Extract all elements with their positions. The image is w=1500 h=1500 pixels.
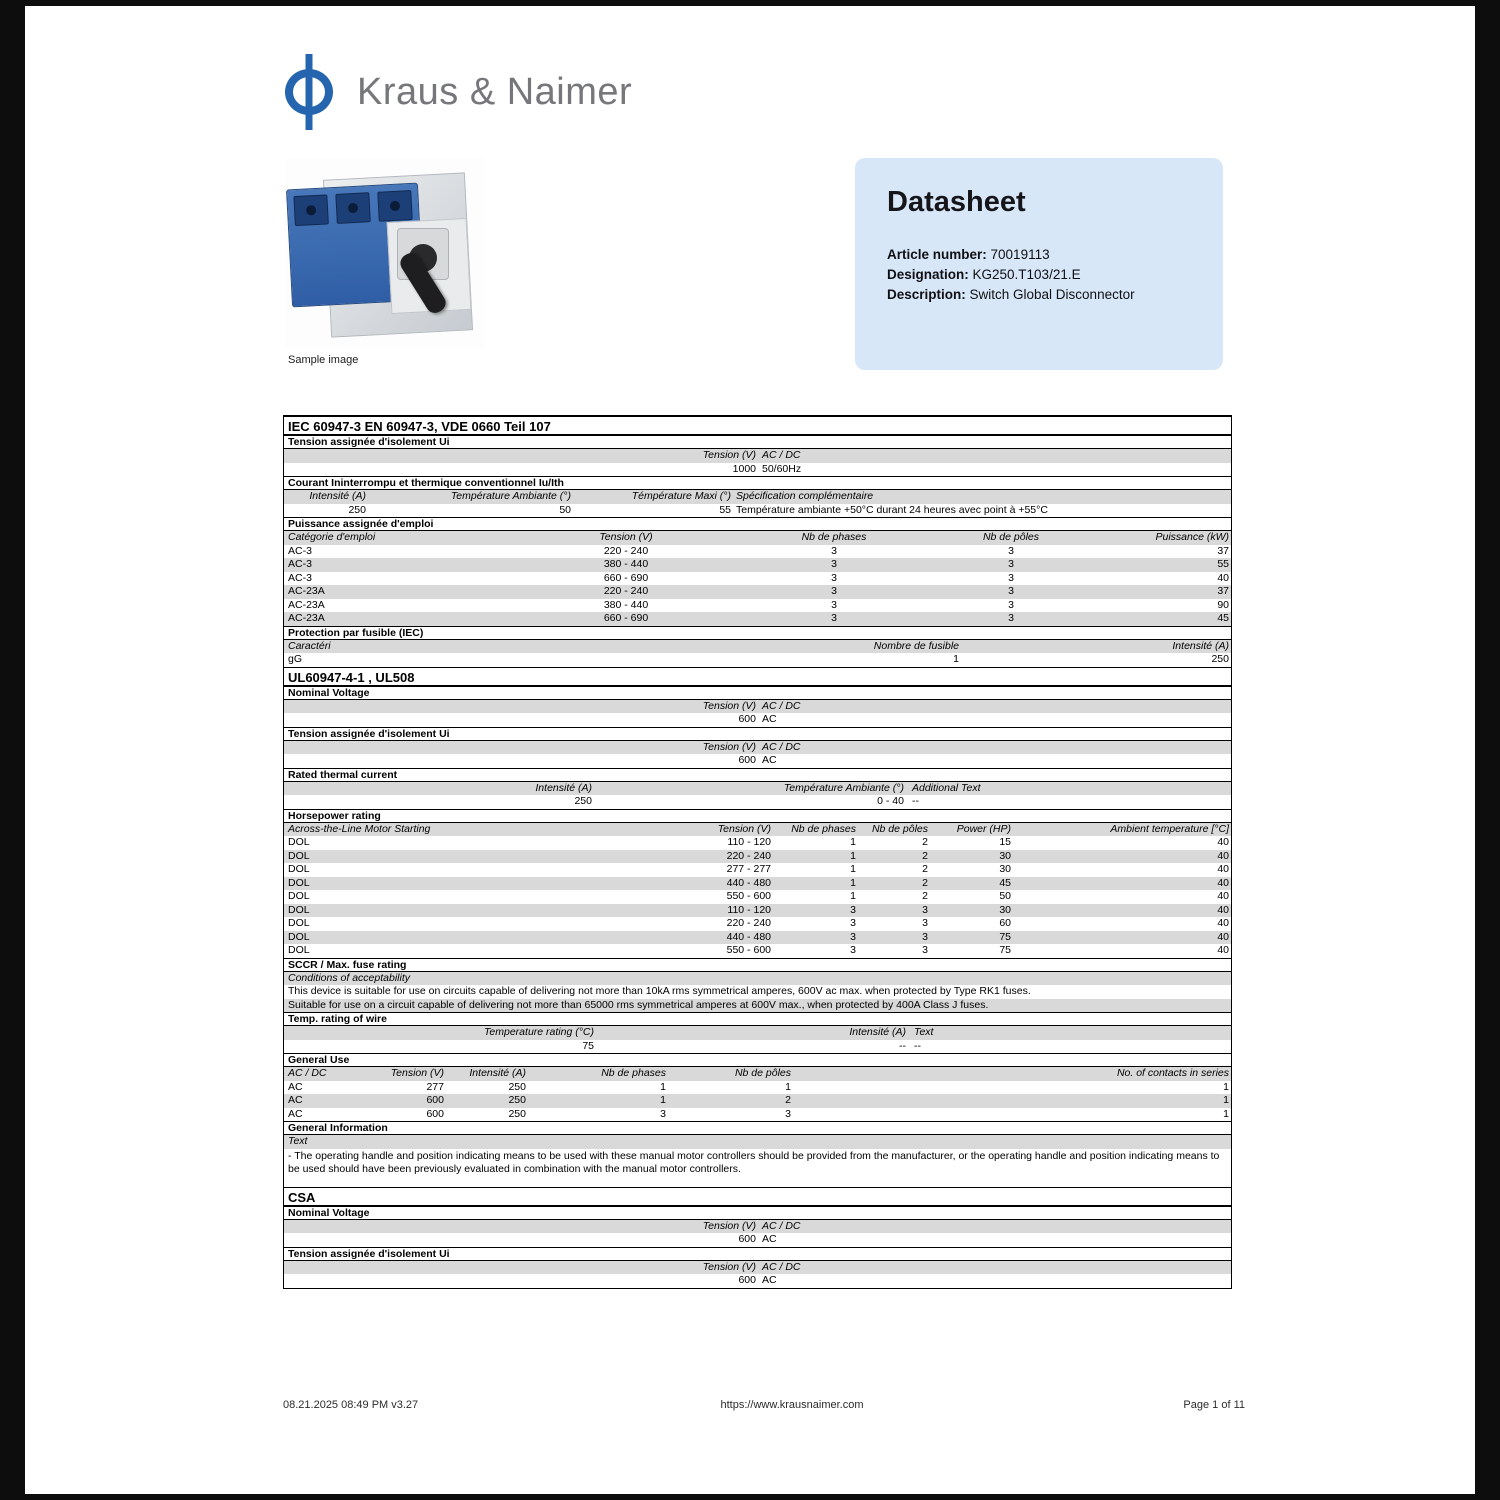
table-cell: 277 - 277 xyxy=(726,863,771,875)
table-row-cells xyxy=(284,713,1231,727)
datasheet-field-label: Description: xyxy=(887,287,970,302)
table-cell: Catégorie d'emploi xyxy=(288,531,376,543)
table-cell: 3 xyxy=(831,544,837,557)
table-row-section: UL60947-4-1 , UL508 xyxy=(284,667,1231,686)
table-cell: 440 - 480 xyxy=(726,876,771,889)
table-cell: 250 xyxy=(508,1107,526,1120)
table-row-cells xyxy=(284,463,1231,477)
table-cell: Tension (V) xyxy=(390,1067,444,1079)
table-cell: 3 xyxy=(831,612,837,624)
table-cell: 1 xyxy=(953,653,959,665)
table-row-empty xyxy=(284,1178,1231,1187)
table-cell: DOL xyxy=(288,863,310,875)
table-cell: Témpérature Maxi (°) xyxy=(631,490,731,502)
table-cell: AC xyxy=(288,1080,303,1093)
table-cell: 40 xyxy=(1217,876,1229,889)
table-cell: 3 xyxy=(785,1107,791,1120)
datasheet-title: Datasheet xyxy=(887,186,1026,218)
table-cell: Intensité (A) xyxy=(309,490,366,502)
table-cell: DOL xyxy=(288,930,310,943)
table-row-subheader: Tension assignée d'isolement Ui xyxy=(284,727,1231,741)
table-row-cells xyxy=(284,572,1231,586)
table-cell: 660 - 690 xyxy=(603,612,649,624)
table-cell: 2 xyxy=(922,876,928,889)
table-cell: 1 xyxy=(1223,1080,1229,1093)
table-cell: Nb de phases xyxy=(601,1067,666,1079)
table-row-cells xyxy=(284,653,1231,667)
table-cell: 3 xyxy=(831,598,837,611)
table-cell: 1 xyxy=(660,1080,666,1093)
table-row-subheader: General Use xyxy=(284,1053,1231,1067)
table-cell: 37 xyxy=(1217,544,1229,557)
table-cell: AC xyxy=(288,1094,303,1106)
table-row-cells xyxy=(284,1233,1231,1247)
table-cell: 0 - 40 xyxy=(877,795,904,807)
table-cell: 3 xyxy=(1008,571,1014,584)
table-row-subheader: Tension assignée d'isolement Ui xyxy=(284,1247,1231,1261)
table-cell: 2 xyxy=(922,863,928,875)
table-cell: 1 xyxy=(850,863,856,875)
table-row-cells xyxy=(284,754,1231,768)
table-cell: 40 xyxy=(1217,863,1229,875)
table-cell: Tension (V) xyxy=(702,1219,756,1232)
table-cell: 30 xyxy=(999,863,1011,875)
datasheet-field: Description: Switch Global Disconnector xyxy=(887,287,1135,302)
specification-table xyxy=(283,415,1232,1289)
table-row-cells xyxy=(284,1040,1231,1054)
table-cell: 3 xyxy=(850,903,856,916)
table-cell: DOL xyxy=(288,849,310,862)
table-cell: 40 xyxy=(1217,890,1229,902)
table-row-subheader: General Information xyxy=(284,1121,1231,1135)
table-row-cells xyxy=(284,612,1231,626)
table-cell: 277 xyxy=(426,1080,444,1093)
table-cell: 1000 xyxy=(732,462,756,475)
table-cell: AC / DC xyxy=(762,1260,801,1273)
table-cell: 40 xyxy=(1217,903,1229,916)
table-cell: Intensité (A) xyxy=(1172,639,1229,652)
table-row-cells xyxy=(284,1026,1231,1040)
table-cell: 30 xyxy=(999,903,1011,916)
table-cell: 110 - 120 xyxy=(727,836,771,848)
table-cell: AC-3 xyxy=(288,544,312,557)
table-cell: Intensité (A) xyxy=(849,1026,906,1038)
table-cell: 2 xyxy=(922,849,928,862)
datasheet-fields xyxy=(887,245,1191,305)
table-cell: 3 xyxy=(922,944,928,956)
table-cell: 2 xyxy=(922,836,928,848)
table-row-cells xyxy=(284,1094,1231,1108)
table-cell: AC / DC xyxy=(288,1067,327,1079)
table-cell: AC / DC xyxy=(762,449,801,461)
table-cell: 250 xyxy=(508,1080,526,1093)
table-cell: Intensité (A) xyxy=(469,1067,526,1079)
table-cell: Additional Text xyxy=(912,781,981,794)
table-cell: 40 xyxy=(1217,571,1229,584)
table-cell: 220 - 240 xyxy=(726,917,771,929)
table-cell: -- xyxy=(914,1039,921,1052)
table-row-cells xyxy=(284,558,1231,572)
datasheet-info-box xyxy=(855,158,1223,370)
table-cell: 600 xyxy=(738,713,756,725)
document-page xyxy=(25,6,1475,1494)
table-cell: AC / DC xyxy=(762,740,801,753)
table-row-cells xyxy=(284,1081,1231,1095)
product-sample-image xyxy=(285,158,485,348)
table-cell: Température Ambiante (°) xyxy=(783,781,904,794)
table-cell: 3 xyxy=(1008,612,1014,624)
table-cell: DOL xyxy=(288,944,310,956)
table-cell: -- xyxy=(912,795,919,807)
table-cell: 55 xyxy=(719,503,731,516)
table-cell: AC xyxy=(762,1233,777,1245)
table-cell: Nb de phases xyxy=(791,822,856,835)
table-cell: Nombre de fusible xyxy=(873,639,959,652)
table-cell: -- xyxy=(899,1039,906,1052)
page-footer xyxy=(283,1399,1245,1415)
table-cell: 3 xyxy=(831,558,837,570)
table-cell: Temperature rating (°C) xyxy=(483,1026,594,1038)
table-cell: 15 xyxy=(999,836,1011,848)
table-cell: Tension (V) xyxy=(702,449,756,461)
table-row-cells xyxy=(284,904,1231,918)
table-row-text: Suitable for use on a circuit capable of delivering not more than 65000 rms symmetrical amperes at 600V max., when protected by 400A Class J fuses. xyxy=(284,999,1231,1013)
table-cell: 40 xyxy=(1217,849,1229,862)
table-row-section: IEC 60947-3 EN 60947-3, VDE 0660 Teil 107 xyxy=(284,416,1231,435)
table-cell: Tension (V) xyxy=(599,531,653,543)
table-cell: AC xyxy=(762,1274,777,1286)
table-row-cells xyxy=(284,741,1231,755)
table-cell: 600 xyxy=(426,1094,444,1106)
table-cell: 1 xyxy=(850,876,856,889)
datasheet-field: Article number: 70019113 xyxy=(887,247,1050,262)
phi-logo-icon xyxy=(285,54,333,130)
table-row-subheader: Nominal Voltage xyxy=(284,686,1231,700)
table-cell: 380 - 440 xyxy=(603,558,649,570)
table-cell: AC / DC xyxy=(762,699,801,712)
table-cell: DOL xyxy=(288,903,310,916)
table-cell: Température Ambiante (°) xyxy=(450,490,571,502)
table-row-cells xyxy=(284,917,1231,931)
table-cell: 250 xyxy=(348,503,366,516)
table-cell: 2 xyxy=(785,1094,791,1106)
table-cell: Température ambiante +50°C durant 24 heures avec point à +55°C xyxy=(736,503,1048,516)
table-cell: Puissance (kW) xyxy=(1155,531,1229,543)
table-cell: 1 xyxy=(785,1080,791,1093)
table-cell: 3 xyxy=(850,917,856,929)
table-cell: 50/60Hz xyxy=(762,462,802,475)
table-row-cells xyxy=(284,1220,1231,1234)
table-row-cells xyxy=(284,640,1231,654)
table-row-cells xyxy=(284,490,1231,504)
table-cell: Across-the-Line Motor Starting xyxy=(288,822,431,835)
table-cell: DOL xyxy=(288,876,310,889)
table-cell: Nb de pôles xyxy=(982,531,1040,543)
table-cell: 45 xyxy=(999,876,1011,889)
table-cell: AC-3 xyxy=(288,571,312,584)
switch-terminal xyxy=(377,190,413,222)
table-cell: 60 xyxy=(999,917,1011,929)
table-cell: DOL xyxy=(288,890,310,902)
table-row-section: CSA xyxy=(284,1187,1231,1206)
switch-terminal xyxy=(293,194,329,226)
table-cell: 40 xyxy=(1217,836,1229,848)
table-cell: 3 xyxy=(1008,598,1014,611)
table-cell: Tension (V) xyxy=(702,740,756,753)
table-cell: 600 xyxy=(738,1233,756,1245)
table-cell: 220 - 240 xyxy=(603,585,649,597)
table-row-subheader: Horsepower rating xyxy=(284,809,1231,823)
table-row-subheader: Courant Ininterrompu et thermique conventionnel Iu/Ith xyxy=(284,476,1231,490)
table-row-cells xyxy=(284,1261,1231,1275)
table-cell: 1 xyxy=(850,849,856,862)
table-row-text: Conditions of acceptability xyxy=(284,972,1231,986)
table-cell: Tension (V) xyxy=(717,822,771,835)
table-row-cells xyxy=(284,890,1231,904)
table-cell: 40 xyxy=(1217,944,1229,956)
table-row-text: This device is suitable for use on circuits capable of delivering not more than 10kA rms symmetrical amperes, 600V ac max. when protected by Type RK1 fuses. xyxy=(288,985,1031,997)
table-cell: Caractéri xyxy=(288,639,331,652)
table-cell: 3 xyxy=(922,917,928,929)
table-cell: Spécification complémentaire xyxy=(736,490,874,502)
table-cell: 40 xyxy=(1217,917,1229,929)
table-cell: 600 xyxy=(738,754,756,766)
table-row-cells xyxy=(284,782,1231,796)
table-cell: Tension (V) xyxy=(702,699,756,712)
table-row-cells xyxy=(284,850,1231,864)
table-cell: 380 - 440 xyxy=(603,598,649,611)
table-cell: 3 xyxy=(1008,558,1014,570)
table-row-subheader: Puissance assignée d'emploi xyxy=(284,517,1231,531)
table-row-subheader: SCCR / Max. fuse rating xyxy=(284,958,1231,972)
table-row-cells xyxy=(284,944,1231,958)
table-cell: DOL xyxy=(288,917,310,929)
table-cell: 600 xyxy=(738,1274,756,1286)
table-cell: gG xyxy=(288,653,303,665)
table-cell: 3 xyxy=(831,571,837,584)
table-row-cells xyxy=(284,836,1231,850)
table-row-cells xyxy=(284,545,1231,559)
table-cell: No. of contacts in series xyxy=(1116,1067,1229,1079)
table-cell: 550 - 600 xyxy=(726,944,771,956)
table-cell: 3 xyxy=(922,903,928,916)
table-cell: Power (HP) xyxy=(956,822,1011,835)
table-cell: 90 xyxy=(1217,598,1229,611)
datasheet-field-label: Designation: xyxy=(887,267,973,282)
table-row-cells xyxy=(284,504,1231,518)
table-cell: 75 xyxy=(582,1039,594,1052)
table-row-cells xyxy=(284,1108,1231,1122)
table-cell: 75 xyxy=(999,930,1011,943)
table-cell: 75 xyxy=(999,944,1011,956)
table-cell: AC-3 xyxy=(288,558,312,570)
table-cell: 3 xyxy=(922,930,928,943)
table-row-text: Text xyxy=(284,1135,1231,1149)
table-cell: 1 xyxy=(850,890,856,902)
table-cell: Nb de phases xyxy=(801,531,867,543)
table-row-subheader: Tension assignée d'isolement Ui xyxy=(284,435,1231,449)
table-cell: AC xyxy=(762,754,777,766)
table-cell: 250 xyxy=(508,1094,526,1106)
table-cell: 3 xyxy=(660,1107,666,1120)
table-cell: 250 xyxy=(574,795,592,807)
table-row-cells xyxy=(284,795,1231,809)
table-cell: 1 xyxy=(1223,1094,1229,1106)
footer-url-link[interactable]: https://www.krausnaimer.com xyxy=(720,1399,864,1411)
table-row-cells xyxy=(284,1067,1231,1081)
table-row-subheader: Rated thermal current xyxy=(284,768,1231,782)
table-row-cells xyxy=(284,531,1231,545)
table-row-cells xyxy=(284,449,1231,463)
table-cell: 3 xyxy=(850,930,856,943)
footer-page-number: Page 1 of 11 xyxy=(1183,1399,1245,1411)
kraus-naimer-logo xyxy=(285,54,632,130)
table-cell: 550 - 600 xyxy=(726,890,771,902)
phi-circle xyxy=(285,69,333,115)
table-row-cells xyxy=(284,931,1231,945)
table-cell: 3 xyxy=(1008,585,1014,597)
table-cell: 30 xyxy=(999,849,1011,862)
table-cell: 40 xyxy=(1217,930,1229,943)
table-cell: Nb de pôles xyxy=(871,822,928,835)
sample-image-caption: Sample image xyxy=(288,354,359,366)
table-row-subheader: Protection par fusible (IEC) xyxy=(284,626,1231,640)
table-cell: 50 xyxy=(999,890,1011,902)
table-cell: 220 - 240 xyxy=(726,849,771,862)
table-cell: 1 xyxy=(660,1094,666,1106)
table-cell: 45 xyxy=(1217,612,1229,624)
table-cell: DOL xyxy=(288,836,310,848)
table-cell: 55 xyxy=(1217,558,1229,570)
table-cell: 37 xyxy=(1217,585,1229,597)
table-cell: 3 xyxy=(850,944,856,956)
datasheet-field-label: Article number: xyxy=(887,247,991,262)
table-cell: 1 xyxy=(1223,1107,1229,1120)
table-cell: 3 xyxy=(1008,544,1014,557)
table-cell: 600 xyxy=(426,1107,444,1120)
table-cell: AC xyxy=(288,1107,303,1120)
table-row-cells xyxy=(284,585,1231,599)
logo-text: Kraus & Naimer xyxy=(357,70,633,113)
table-cell: 1 xyxy=(850,836,856,848)
table-cell: Nb de pôles xyxy=(734,1067,791,1079)
table-cell: AC xyxy=(762,713,777,725)
table-cell: AC-23A xyxy=(288,585,325,597)
datasheet-field: Designation: KG250.T103/21.E xyxy=(887,267,1081,282)
table-row-cells xyxy=(284,823,1231,837)
table-row-subheader: Nominal Voltage xyxy=(284,1206,1231,1220)
switch-terminal xyxy=(335,192,371,224)
table-row-cells xyxy=(284,863,1231,877)
table-cell: 2 xyxy=(922,890,928,902)
table-cell: 220 - 240 xyxy=(603,544,649,557)
table-cell: AC-23A xyxy=(288,598,325,611)
table-cell: AC-23A xyxy=(288,612,325,624)
table-cell: 440 - 480 xyxy=(726,930,771,943)
table-row-cells xyxy=(284,599,1231,613)
table-row-cells xyxy=(284,1274,1231,1288)
table-cell: Text xyxy=(914,1026,934,1038)
table-cell: Tension (V) xyxy=(702,1260,756,1273)
table-cell: 3 xyxy=(831,585,837,597)
table-row-cells xyxy=(284,700,1231,714)
table-cell: Intensité (A) xyxy=(535,781,592,794)
table-row-subheader: Temp. rating of wire xyxy=(284,1012,1231,1026)
table-cell: Ambient temperature [°C] xyxy=(1110,822,1229,835)
table-row-para: - The operating handle and position indicating means to be used with these manual motor controllers should be provided from the manufacturer, or the operating handle and position indicating means to be used should have been previously evaluated in combination with the manual motor controllers. xyxy=(288,1149,1220,1175)
table-cell: 660 - 690 xyxy=(603,571,649,584)
table-cell: 250 xyxy=(1211,653,1229,665)
table-cell: 50 xyxy=(559,503,571,516)
table-cell: 110 - 120 xyxy=(727,903,771,916)
footer-timestamp: 08.21.2025 08:49 PM v3.27 xyxy=(283,1399,419,1411)
table-cell: AC / DC xyxy=(762,1219,801,1232)
table-row-cells xyxy=(284,877,1231,891)
